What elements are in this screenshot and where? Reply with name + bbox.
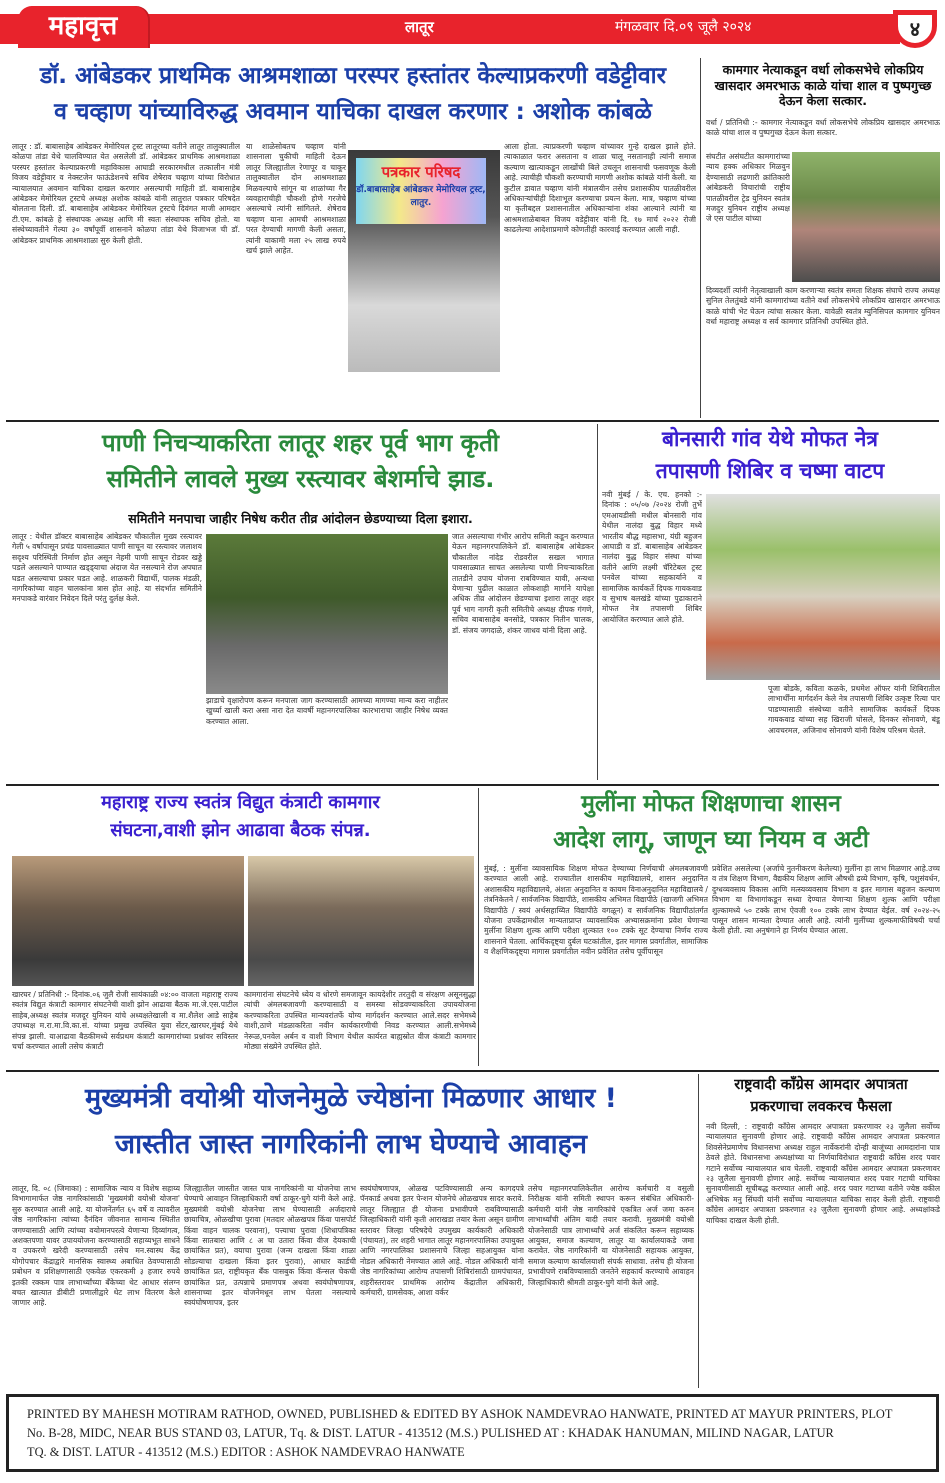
pani-photo-caption: झाडाचे वृक्षारोपण करून मनपाला जाग करण्यासाठी आमच्या मागण्या मान्य करा नाहीतर खुर्च्या खाली करा असा नारा देत यावर्षी महानगरपालिका कारभाराचा जाहीर निषेध व्यक्त करण्यात आला. xyxy=(206,696,448,726)
bonsari-body-col-2: पूजा बोडके, कविता कळके, प्रथमेश ऑफर यांनी शिबिरातील लाभार्थींना मार्गदर्शन केले नेत्र तपासणी शिबिर उत्कृष्ट रित्या पार पाडण्यासाठी संस्थेच्या वतीने सामाजिक कार्यकर्ते दिपक गायकवाड यांच्या सह खिराजी घोसले, दिनकर सोनावणे, बंडू आवचरमल, अजिनाथ सोनावणे यांनी विशेष परिश्रम घेतले. xyxy=(768,684,940,735)
column-divider xyxy=(700,58,701,418)
vayoshri-body-col-3: स्वयंघोषणापत्र, ओळख पटविण्यासाठी अन्य कागदपत्रे पॅनकार्ड अथवा इतर पेन्शन योजनेचे ओळखपत्र सादर करावे. लातूर जिल्ह्यात ही योजना प्रभावीपणे राबविण्यासाठी जिल्हाधिकारी यांनी कृती आराखडा तयार केला असून ग्रामीण स्तरावर जिल्हा परिषदेचे उपमुख्य कार्यकारी अधिकारी (पंचायत), तर शहरी भागात लातूर महानगरपालिका उपायुक्त आणि नगरपालिका प्रशासनाचे जिल्हा सहआयुक्त यांना नोडल अधिकारी नेमण्यात आले आहे. नोडल अधिकारी यांनी जेष्ठ नागरिकांच्या आरोग्य तपासणी शिबिरांसाठी ग्रामपंचायत, शहरीस्तरावर प्राथमिक आरोग्य केंद्रातील अधिकारी, कर्मचारी, ग्रामसेवक, आशा वर्कर xyxy=(360,1184,524,1298)
mulina-headline-1: मुलींना मोफत शिक्षणाचा शासन xyxy=(581,791,841,817)
mulina-headline-2: आदेश लागू, जाणून घ्या नियम व अटी xyxy=(553,827,869,853)
edition-city: लातूर xyxy=(405,18,434,36)
pani-subhead: समितीने मनपाचा जाहीर निषेध करीत तीव्र आंदोलन छेडण्याच्या दिला इशारा. xyxy=(128,511,473,526)
kamgar-body-bottom: दिव्यदर्शी त्यांनी नेतृत्वाखाली काम करणाऱ्या स्वतंत्र समता शिक्षक संघाचे राज्य अध्यक्ष सुनिल तेलतुंबडे यांनी कामगारांच्या वतीने वर्धा लोकसभेचे लोकप्रिय खासदार अमरभाऊ काळे यांची भेट घेऊन त्यांचा सत्कार केला. यावेळी स्वतंत्र म्युनिसिपल कामगार युनियन वर्धा महाराष्ट्र अध्यक्ष व सर्व कामगार प्रतिनिधी उपस्थित होते. xyxy=(706,286,940,327)
bonsari-headline-1: बोनसारी गांव येथे मोफत नेत्र xyxy=(662,427,878,451)
vayoshri-headline-1: मुख्यमंत्री वयोश्री योजनेमुळे ज्येष्ठांना मिळणार आधार ! xyxy=(85,1083,617,1114)
imprint-line-2: No. B-28, MIDC, NEAR BUS STAND 03, LATUR, Tq. & DIST. LATUR - 413512 (M.S.) PULISHED AT : KHADAK HANUMAN, MILIND NAGAR, LATUR xyxy=(27,1426,834,1440)
eye-camp-photo xyxy=(706,494,940,680)
section-divider xyxy=(6,1070,939,1072)
kamgar-felicitation-photo xyxy=(792,152,940,282)
pani-headline-2: समितीने लावले मुख्य रस्त्यावर बेशर्माचे झाड. xyxy=(106,465,495,493)
ambedkar-body-col-2: या शाळेसोबतच चव्हाण यांनी शासनाला चुकीची माहिती देऊन लातूर जिल्ह्यातील रेणापूर व चाकूर तालुक्यातील दोन आश्रमशाळा मिळवल्याचे सांगून या शाळांच्या गैर व्यवहाराचीही चौकशी होणे गरजेचे असल्याचे त्यांनी सांगितले. शेषेराव चव्हाण याना आमची आश्रमशाळा परत देण्याची मागणी केली असता, त्यांनी याकामी मला २५ लाख रुपये खर्च झाले आहेत. xyxy=(246,142,346,256)
vidyut-headline-2: संघटना,वाशी झोन आढावा बैठक संपन्न. xyxy=(110,820,371,841)
vayoshri-body-col-1: लातूर, दि. ०८ (जिमाका) : सामाजिक न्याय व विशेष सहाय्य विभागामार्फत जेष्ठ नागरिकांसाठी 'मुख्यमंत्री वयोश्री योजना' सुरु करण्यात आली आहे. या योजनेंतर्गत ६५ वर्षे व त्यावरील जेष्ठ नागरिकांना त्यांच्या दैनंदिन जीवनात सामान्य स्थितीत जगण्यासाठी आणि त्यांच्या वयोमानपरत्वे येणाऱ्या दिव्यांगत्व, अशक्तपणा यावर उपाययोजना करण्यासाठी सहाय्यभूत साधने व उपकरणे खरेदी करण्यासाठी तसेच मन.स्वास्थ केंद्र योगोपचार केंद्राद्वारे मानसिक स्वास्थ्य अबाधित ठेवण्यासाठी प्रबोधन व प्रशिक्षणासाठी एकवेळ एकरकमी ३ हजार रुपये इतकी रक्कम पात्र लाभार्थ्यांच्या बँकेच्या थेट आधार संलग्न बचत खात्यात डीबीटी प्रणालीद्वारे थेट लाभ वितरण केले जाणार आहे. xyxy=(12,1184,180,1308)
ambedkar-headline-2: व चव्हाण यांच्याविरुद्ध अवमान याचिका दाखल करणार : अशोक कांबळे xyxy=(54,99,652,125)
page-number: ४ xyxy=(893,10,937,48)
meeting-group-photo xyxy=(12,856,244,986)
issue-date: मंगळवार दि.०९ जूलै २०२४ xyxy=(615,19,752,35)
photo-banner-title: पत्रकार परिषद xyxy=(381,163,461,181)
masthead xyxy=(0,0,945,52)
ambedkar-body-col-1: लातूर : डॉ. बाबासाहेब आंबेडकर मेमोरियल ट्रस्ट लातूरच्या वतीने लातूर तालुक्यातील कोळपा तांडा येथे चालविण्यात येत असलेली डॉ. आंबेडकर प्राथमिक आश्रमशाळा परस्पर हस्तांतर केल्याप्रकरणी महाविकास आघाडी सरकारमधील तत्कालीन मंत्री विजय वडेट्टीवार व नेक्स्टजेन फाऊंडेशनचे सचिव शेषेराव चव्हाण यांच्या विरोधात न्यायालयात अवमान याचिका दाखल करणार असल्याची माहिती डॉ. बाबासाहेब आंबेडकर मेमोरियल ट्रस्टचे अध्यक्ष अशोक कांबळे यांनी लातुरात पत्रकार परिषदेत बोलताना दिली. डॉ. बाबासाहेब आंबेडकर मेमोरियल ट्रस्टचे दिवंगत माजी आमदार टी.एम. कांबळे हे संस्थापक अध्यक्ष आणि मी स्वतः संस्थापक सचिव होतो. या संस्थेच्यावतीने गेल्या ३० वर्षांपूर्वी शासनाने कोळपा तांडा येथे विजाभज ची डॉ. आंबेडकर प्राथमिक आश्रमशाळा सुरु केली होती. xyxy=(12,142,240,245)
pani-body-col-3: जात असल्याचा गंभीर आरोप समिती कडून करण्यात येऊन महानगरपालिकेने डॉ. बाबासाहेब आंबेडकर चौकातील नांदेड रोडवरील सखल भागात पावसाळ्यात साचत असलेल्या पाणी निचऱ्याकरिता तातडीने उपाय योजना राबविण्यात यावी, अन्यथा येणाऱ्या पुढील काळात लोकशाही मार्गाने यापेक्षा अधिक तीव्र आंदोलन छेडण्याचा इशारा लातूर शहर पूर्व भाग नागरी कृती समितीचे अध्यक्ष दीपक गंगणे, सचिव बाबासाहेब बनसोडे, पत्रकार नितीन चालक, डॉ. संजय जगदाळे, शंकर जाधव यांनी दिला आहे. xyxy=(452,532,594,635)
bonsari-headline-2: तपासणी शिबिर व चष्मा वाटप xyxy=(655,459,885,483)
mulina-body-col-2: प्रवेशित असलेल्या (अर्जाचे नुतनीकरण केलेल्या) मुलींना हा लाभ मिळणार आहे.उच्च व तंत्र शिक्षण विभाग, वैद्यकीय शिक्षण आणि औषधी द्रव्ये विभाग, कृषि, पशुसंवर्धन, दुग्धव्यवसाय विकास आणि मत्स्यव्यवसाय विभाग व इतर मागास बहुजन कल्याण विभाग या विभागांकडून सध्या देण्यात येणाऱ्या शिक्षण शुल्क आणि परीक्षा शुल्कामध्ये ५० टक्के लाभ ऐवजी १०० टक्के लाभ देण्यात येईल. वर्ष २०२४-२५ पासून शासन मान्यता देण्यात आली आहे. त्यांनी मुलींच्या शुल्कमाफीविषयी चर्चा केली होती. त्या अनुषंगाने हा निर्णय घेण्यात आला. xyxy=(712,864,940,936)
ambedkar-headline-1: डॉ. आंबेडकर प्राथमिक आश्रमशाळा परस्पर हस्तांतर केल्याप्रकरणी वडेट्टीवार xyxy=(39,63,667,89)
imprint-line-3: TQ. & DIST. LATUR - 413512 (M.S.) EDITOR : ASHOK NAMDEVRAO HANWATE xyxy=(27,1445,465,1459)
press-conference-photo xyxy=(348,150,500,372)
protest-photo xyxy=(206,534,448,694)
vidyut-body-col-2: कामगारांना संघटनेचे ध्येय व धोरणे समजावून कायदेशीर तरतुदी व संरक्षण असूनसुद्धा त्यांची अंमलबजावणी करण्यासाठी व समस्या सोडवण्याकरिता उपाययोजना करण्याकरिता उपस्थित मान्यवरांतर्फे योग्य मार्गदर्शन करण्यात आले.सदर सभेमध्ये वाशी,ठाणे मंडळाकरिता नवीन कार्यकारणीची निवड करण्यात आली.सभेमध्ये नेरूळ,पनवेल अर्बन व वाशी विभाग येथील कार्यरत बाह्यस्रोत वीज कंत्राटी कामगार मोठ्या संख्येने उपस्थित होते. xyxy=(244,990,476,1052)
column-divider xyxy=(698,1074,699,1388)
kamgar-headline: कामगार नेत्याकडून वर्धा लोकसभेचे लोकप्रिय खासदार अमरभाऊ काळे यांचा शाल व पुष्पगुच्छ देऊन केला सत्कार. xyxy=(714,62,932,109)
bonsari-body-col-1: नवी मुंबई / के. एच. हनको :- दिनांक : ०५/०७ /२०२४ रोजी तुर्भे एमआयडीसी मधील बोनसारी गांव येथील नालंदा बुद्ध विहार मध्ये भारतीय बौद्ध महासभा, यंग्री बहुजन आघाडी व डॉ. बाबासाहेब आंबेडकर नालंदा बुद्ध विहार संस्था यांच्या वतीने आणि लक्ष्मी चॅरिटेबल ट्रस्ट पनवेल यांच्या सहकार्याने व सामाजिक कार्यकर्ते दिपक गायकवाड व सुभाष बलखंडे यांच्या पुढाकाराने मोफत नेत्र तपासणी शिबिर आयोजित करण्यात आले होते. xyxy=(602,490,702,624)
vidyut-body-col-1: खारघर / प्रतिनिधी :- दिनांक.०६ जुलै रोजी सायंकाळी ०४:०० वाजता महाराष्ट्र राज्य स्वतंत्र विद्युत कंत्राटी कामगार संघटनेची वाशी झोन आढावा बैठक मा.जे.एस.पाटील साहेब,अध्यक्ष स्वतंत्र मजदूर युनियन यांचे अध्यक्षतेखाली व मा.शैलेश आडे साहेब उपाध्यक्ष म.रा.मा.वि.का.सं. यांच्या प्रमुख उपस्थित युवा सेंटर,खारघर,मुंबई येथे संपन्न झाली. याआढावा बैठकीमध्ये सर्वप्रथम कंत्राटी कामगारांच्या प्रश्नांवर सविस्तर चर्चा करण्यात आली तसेच कंत्राटी xyxy=(12,990,238,1052)
column-divider xyxy=(478,788,479,1066)
section-divider xyxy=(6,784,939,786)
rashtravadi-body: नवी दिल्ली, : राष्ट्रवादी कॉंग्रेस आमदार अपात्रता प्रकरणावर २३ जुलैला सर्वोच्च न्यायालयात सुनावणी होणार आहे. राष्ट्रवादी कॉंग्रेस आमदार अपात्रता प्रकरणात शिवसेनेप्रमाणेच विधानसभा अध्यक्ष राहुल नार्वेकरांनी दोन्ही बाजूंच्या आमदारांना पात्र ठेवले होते. विधानसभा अध्यक्षांच्या या निर्णयाविरोधात राष्ट्रवादी कॉंग्रेस शरद पवार गटाने सर्वोच्च न्यायालयात धाव घेतली. राष्ट्रवादी कॉंग्रेस आमदार अपात्रता प्रकरणावर २३ जुलैला सुनावणी होणार आहे. सर्वोच्च न्यायालयात शरद पवार गटाची याचिका सुनावणीसाठी सूचीबद्ध करण्यात आली आहे. शरद पवार गटाच्या वतीने ज्येष्ठ वकील अभिषेक मनु सिंघवी यांनी सर्वोच्च न्यायालयात याचिका सादर केली होती. राष्ट्रवादी कॉंग्रेस आमदार अपात्रता प्रकरणात २३ जुलैला सुनावणी होणार आहे. अध्यक्षांकडे याचिका दाखल केली होती. xyxy=(706,1122,940,1225)
photo-banner-subtitle: डॉ.बाबासाहेब आंबेडकर मेमोरियल ट्रस्ट, लातुर. xyxy=(356,185,486,208)
ambedkar-body-col-3: आला होता. त्याप्रकरणी चव्हाण यांच्यावर गुन्हे दाखल झाले होते. त्याकाळात फरार असताना व शाळा चालू नसतानाही त्यांनी समाज कल्याण खात्याकडून लाखोंची बिले उचलून शासनाची फसवणूक केली आहे. त्याचीही चौकशी करण्याची मागणी अशोक कांबळे यांनी केली. या कुटील डावात चव्हाण यांनी मंत्रालयीन तसेच प्रशासकीय पातळीवरील अधिकाऱ्यांचीही दिशाभूल करण्याचा प्रयत्न केला. मात्र, चव्हाण यांच्या या कृतीबद्दल प्रशासनातील अधिकाऱ्यांना शंका आल्याने त्यांनी या आश्रमशाळेबाबत विजय वडेट्टीवार यांनी दि. १७ मार्च २०२२ रोजी काढलेल्या आदेशाप्रमाणे कोणतीही कारवाई करण्यात आली नाही. xyxy=(504,142,696,235)
kamgar-body-left: संघटीत असंघटीत कामगारांच्या न्याय हक्क अधिकार मिळवुन देण्यासाठी लढणारी क्रांतिकारी आंबेडकरी विचारांची राष्ट्रीय पातळीवरील ट्रेड युनियन स्वतंत्र मजदुर युनियन राष्ट्रीय अध्यक्ष जे एस पाटील यांच्या xyxy=(706,152,790,224)
vayoshri-headline-2: जास्तीत जास्त नागरिकांनी लाभ घेण्याचे आवाहन xyxy=(115,1129,587,1160)
pani-headline-1: पाणी निचऱ्याकरिता लातूर शहर पूर्व भाग कृती xyxy=(101,429,499,457)
meeting-hall-photo xyxy=(248,856,474,986)
rashtravadi-headline-2: प्रकरणाचा लवकरच फैसला xyxy=(750,1099,892,1115)
imprint-footer xyxy=(6,1394,939,1472)
pani-body-col-1: लातूर : येथील डॉक्टर बाबासाहेब आंबेडकर चौकातील मुख्य रस्त्यावर गेली ५ वर्षापासून प्रचंड पावसाळ्यात पाणी साचून या रस्त्यावर जलाशय सदृश्य परिस्थिती निर्माण होत असून नेहमी पाणी साचून रोडवर खड्डे पडले असल्याने पाण्यात खड्ड्याचा अंदाज येत नसल्याने रोज अपघात घडत असल्याचा प्रकार घडत आहे. शाळकरी विद्यार्थी, पालक मंडळी, नागरिकांच्या वाहन चालकांना त्रास होत आहे. या संदर्भात समितीने मनपाकडे वारंवार निवेदन दिले परंतु दुर्लक्ष केले. xyxy=(12,532,202,604)
photo-banner xyxy=(356,158,486,224)
newspaper-logo: महावृत्त xyxy=(18,6,148,48)
section-divider xyxy=(6,420,939,422)
kamgar-lead: वर्धा / प्रतिनिधी :- कामगार नेत्याकडून वर्धा लोकसभेचे लोकप्रिय खासदार अमरभाऊ काळे यांचा शाल व पुष्पगुच्छ देऊन केला सत्कार. xyxy=(706,118,940,138)
vayoshri-body-col-2: जिल्ह्यातील जास्तीत जास्त पात्र नागरिकांनी या योजनेचा लाभ घेण्याचे आवाहन जिल्हाधिकारी वर्षा ठाकूर-घुगे यांनी केले आहे. मुख्यमंत्री वयोश्री योजनेचा लाभ घेण्यासाठी अर्जदाराचे छायाचित्र, ओळखीचा पुरावा (मतदार ओळखपत्र किंवा पासपोर्ट किंवा वाहन चालक परवाना), पत्त्याचा पुरावा (शिधापत्रिका किंवा सातबारा आणि ८ अ चा उतारा किंवा वीज देयकाची छायांकित प्रत), वयाचा पुरावा (जन्म दाखला किंवा शाळा सोडल्याचा दाखला किंवा इतर पुरावा), आधार कार्डची छायांकित प्रत, राष्ट्रीयकृत बँक पासबुक किंवा कॅन्सल चेकची छायांकित प्रत, उत्पन्नाचे प्रमाणपत्र अथवा स्वयंघोषणापत्र, शासनाच्या इतर योजनेमधून लाभ घेतला नसल्याचे स्वयंघोषणापत्र, इतर xyxy=(184,1184,356,1308)
vayoshri-body-col-4: तसेच महानगरपालिकेतील आरोग्य कर्मचारी व वसुली निरीक्षक यांनी समिती स्थापन करून संबंधित अधिकारी-कर्मचारी यांनी जेष्ठ नागरिकांचे एकत्रित अर्ज जमा करुन लाभार्थ्यांची अंतिम यादी तयार करावी. मुख्यमंत्री वयोश्री योजनेसाठी पात्र लाभार्थ्यांचे अर्ज संकलित करून सहाय्यक आयुक्त, समाज कल्याण, लातूर या कार्यालयाकडे जमा करावेत. जेष्ठ नागरिकांनी या योजनेसाठी सहायक आयुक्त, समाज कल्याण कार्यालयाशी संपर्क साधावा. तसेच ही योजना प्रभावीपणे राबविण्यासाठी जनतेने सहकार्य करण्याचे आवाहन जिल्हाधिकारी श्रीमती ठाकूर-घुगे यांनी केले आहे. xyxy=(528,1184,694,1287)
imprint-line-1: PRINTED BY MAHESH MOTIRAM RATHOD, OWNED, PUBLISHED & EDITED BY ASHOK NAMDEVRAO HANWATE, PRINTED AT MAYUR PRINTERS, PLOT xyxy=(27,1407,893,1421)
column-divider xyxy=(597,424,598,780)
mulina-body-col-1: मुंबई, : मुलींना व्यावसायिक शिक्षण मोफत देण्याच्या निर्णयाची अंमलबजावणी करण्यात आली आहे. राज्यातील शासकीय महाविद्यालये, शासन अनुदानित अशासकीय महाविद्यालये, अंशतः अनुदानित व कायम विनाअनुदानित महाविद्यालये / तंत्रनिकेतने / सार्वजनिक विद्यापीठे, शासकीय अभिमत विद्यापीठे (खाजगी अभिमत विद्यापीठे / स्वयं अर्थसहाय्यित विद्यापीठे वगळून) व सार्वजनिक विद्यापीठांतर्गत योजना उपकेंद्रामधील मान्यताप्राप्त व्यावसायिक अभ्यासक्रमांना प्रवेश घेणाऱ्या मुलींना शिक्षण शुल्क आणि परीक्षा शुल्कात १०० टक्के सूट देण्याचा निर्णय राज्य शासनाने घेतला. आर्थिकदृष्ट्या दुर्बल घटकांतील, इतर मागास प्रवर्गातील, सामाजिक व शैक्षणिकदृष्ट्या मागास प्रवर्गातील नवीन प्रवेशित तसेच पूर्वीपासून xyxy=(484,864,708,957)
vidyut-headline-1: महाराष्ट्र राज्य स्वतंत्र विद्युत कंत्राटी कामगार xyxy=(101,792,380,813)
rashtravadi-headline-1: राष्ट्रवादी कॉंग्रेस आमदार अपात्रता xyxy=(734,1077,908,1093)
